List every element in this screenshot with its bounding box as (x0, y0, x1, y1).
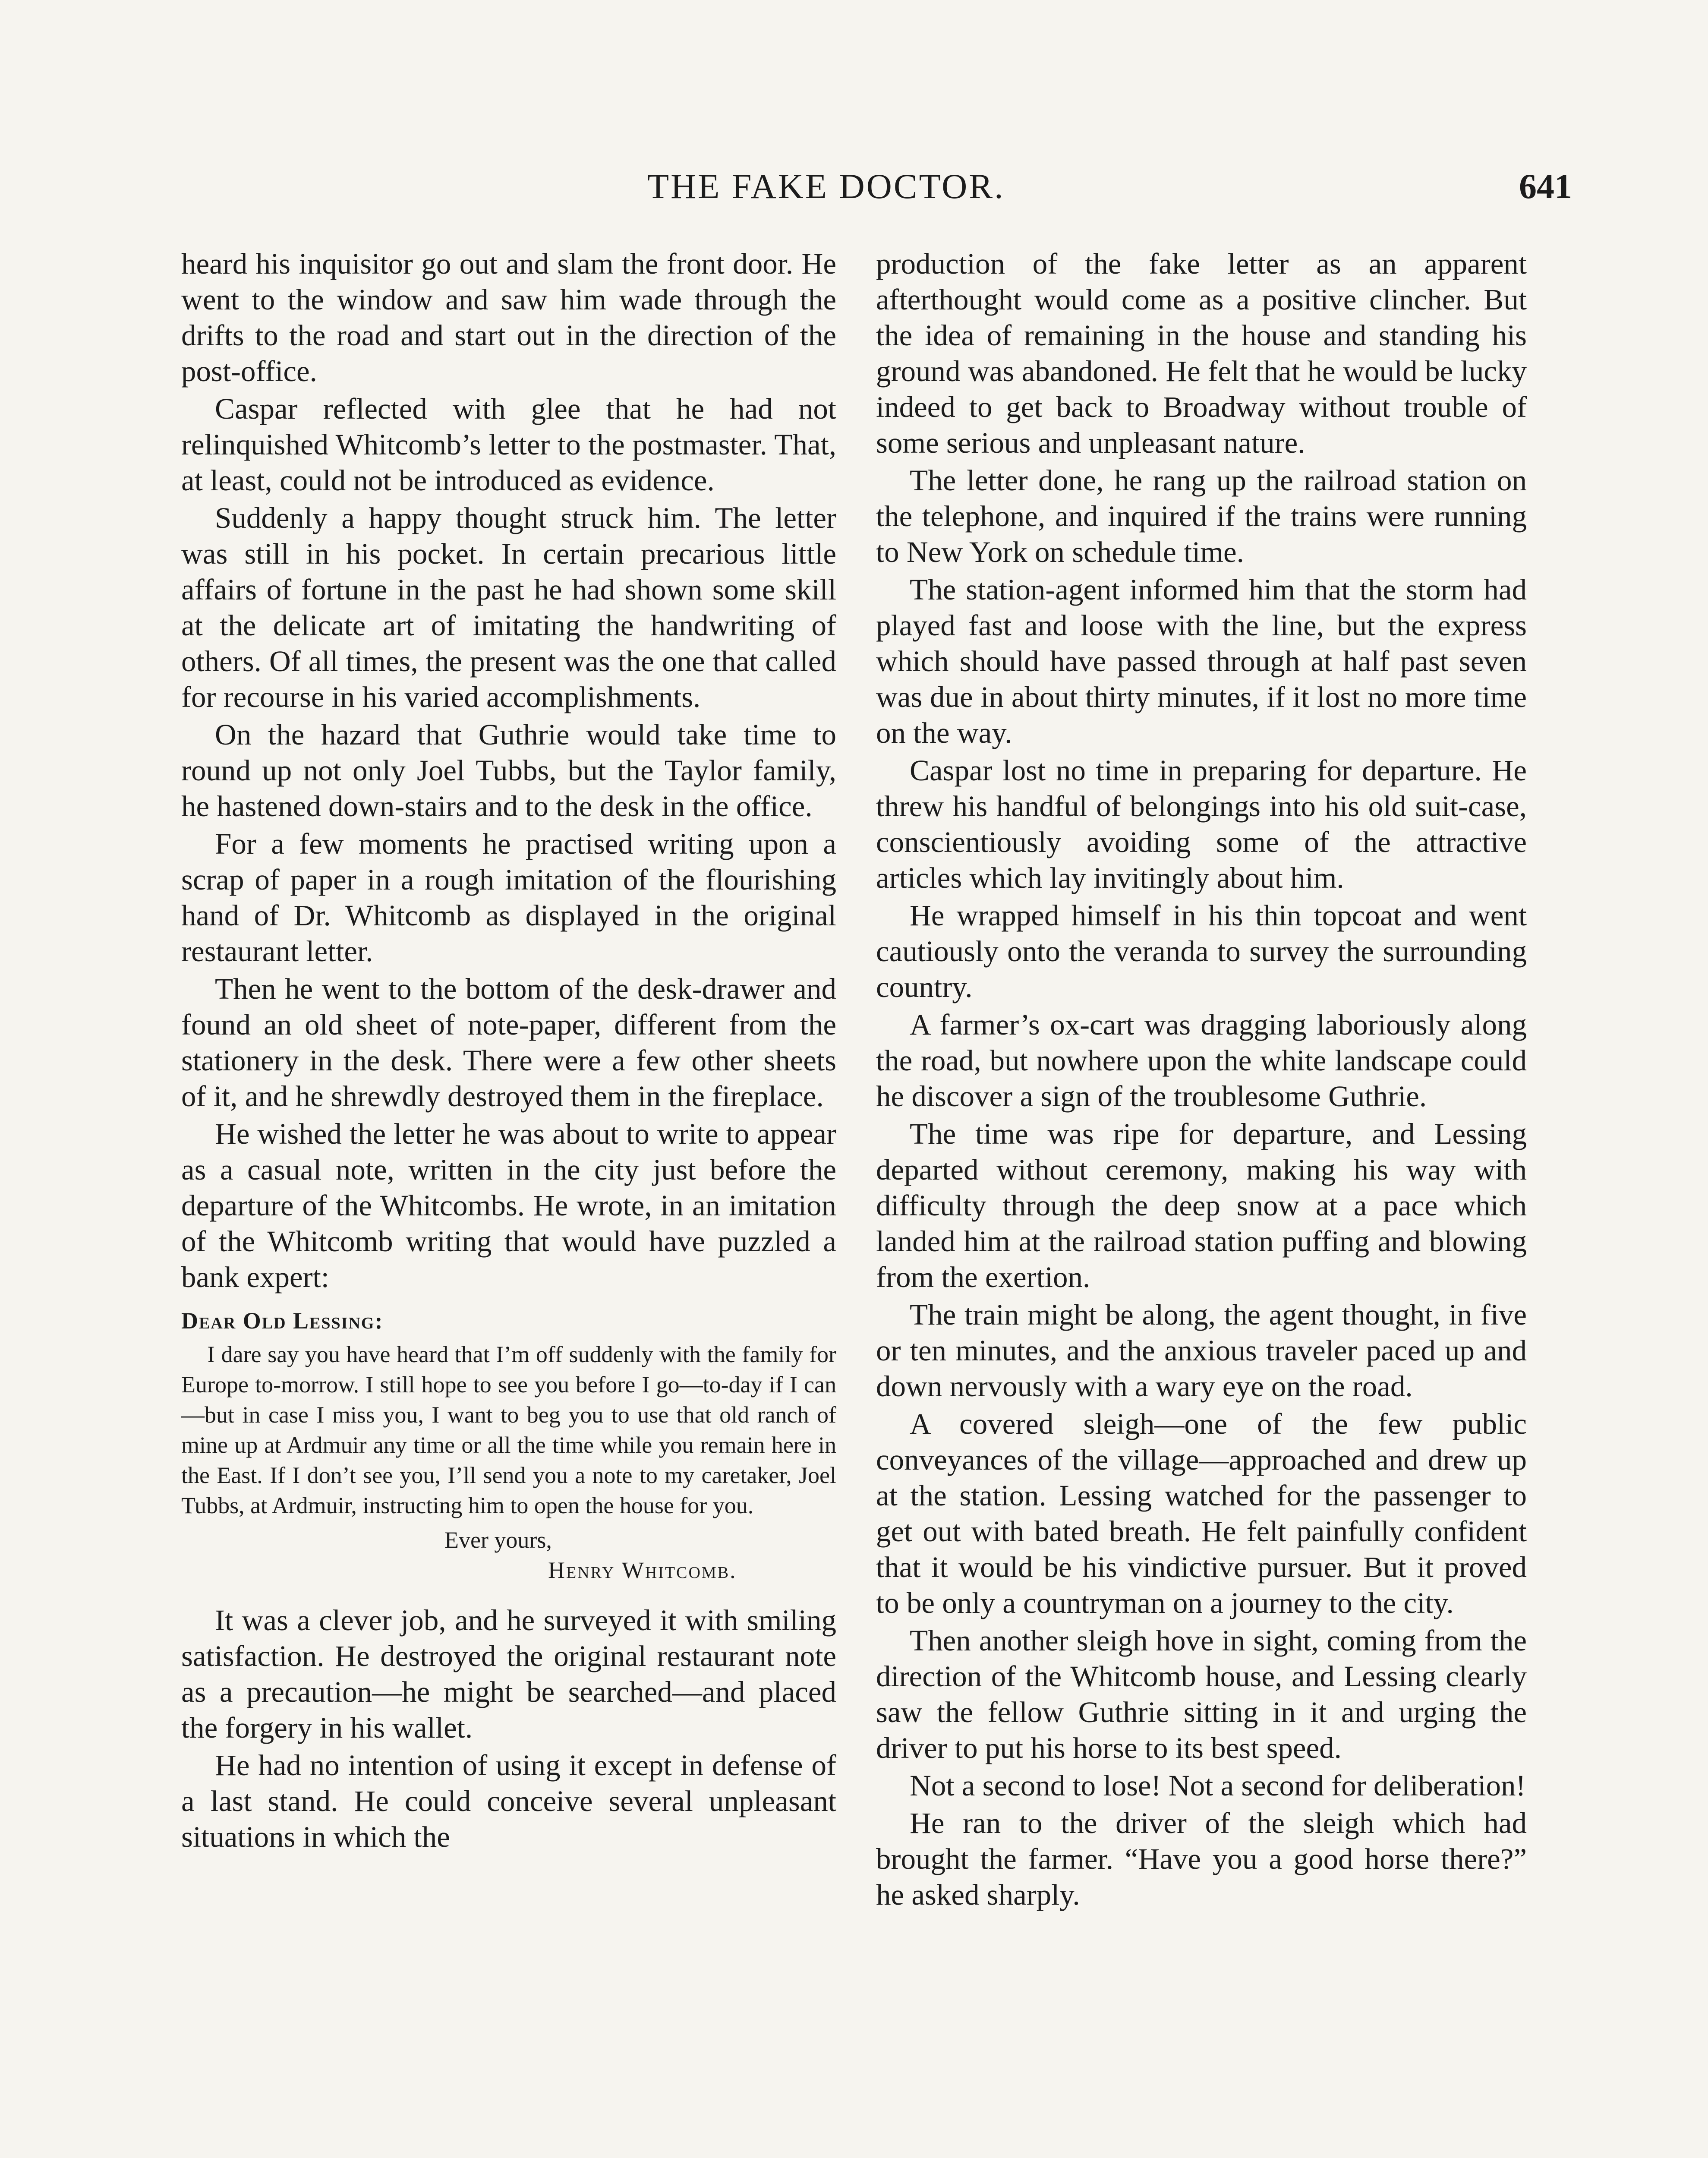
running-title: THE FAKE DOCTOR. (647, 167, 1005, 206)
paragraph: He had no intention of using it except in defense of a last stand. He could conceive several unpleasant situations in which the (181, 1749, 836, 1853)
page-number: 641 (1519, 167, 1572, 206)
paragraph: For a few moments he practised writing upon a scrap of paper in a rough imitation of the flourishing hand of Dr. Whitcomb as displayed in the original restaurant letter. (181, 827, 836, 968)
right-column (876, 246, 1527, 1915)
paragraph: production of the fake letter as an apparent afterthought would come as a positive clincher. But the idea of remaining in the house and standing his ground was abandoned. He felt that he would be lucky indeed to get back to Broadway without trouble of some serious and unpleasant nature. (876, 247, 1527, 459)
paragraph: The time was ripe for departure, and Lessing departed without ceremony, making his way with difficulty through the deep snow at a pace which landed him at the railroad station puffing and blowing from the exertion. (876, 1117, 1527, 1294)
paragraph: It was a clever job, and he surveyed it with smiling satisfaction. He destroyed the original restaurant note as a precaution—he might be searched—and placed the forgery in his wallet. (181, 1604, 836, 1744)
paragraph: Then another sleigh hove in sight, coming from the direction of the Whitcomb house, and Lessing clearly saw the fellow Guthrie sitting in it and urging the driver to put his horse to its best speed. (876, 1624, 1527, 1764)
paragraph: He wished the letter he was about to write to appear as a casual note, written in the city just before the departure of the Whitcombs. He wrote, in an imitation of the Whitcomb writing that would have puzzled a bank expert: (181, 1117, 836, 1294)
paragraph: He wrapped himself in his thin topcoat and went cautiously onto the veranda to survey the surrounding country. (876, 899, 1527, 1003)
paragraph: The letter done, he rang up the railroad station on the telephone, and inquired if the trains were running to New York on schedule time. (876, 464, 1527, 568)
paragraph: Then he went to the bottom of the desk-drawer and found an old sheet of note-paper, different from the stationery in the desk. There were a few other sheets of it, and he shrewdly destroyed them in the fireplace. (181, 972, 836, 1113)
letter-closing: Ever yours, (444, 1527, 552, 1553)
paragraph: A covered sleigh—one of the few public conveyances of the village—approached and drew up at the station. Lessing watched for the passenger to get out with bated breath. He felt painfully confident that it would be his vindictive pursuer. But it proved to be only a countryman on a journey to the city. (876, 1407, 1527, 1619)
paragraph: Not a second to lose! Not a second for deliberation! (910, 1769, 1526, 1802)
left-column (181, 246, 836, 1857)
paragraph: The train might be along, the agent thought, in five or ten minutes, and the anxious traveler paced up and down nervously with a wary eye on the road. (876, 1298, 1527, 1403)
paragraph: The station-agent informed him that the storm had played fast and loose with the line, but the express which should have passed through at half past seven was due in about thirty minutes, if it lost no more time on the way. (876, 573, 1527, 749)
paragraph: heard his inquisitor go out and slam the front door. He went to the window and saw him wade through the drifts to the road and start out in the direction of the post-office. (181, 247, 836, 388)
paragraph: Suddenly a happy thought struck him. The letter was still in his pocket. In certain precarious little affairs of fortune in the past he had shown some skill at the delicate art of imitating the handwriting of others. Of all times, the present was the one that called for recourse in his varied accomplishments. (181, 502, 836, 713)
paragraph: Caspar reflected with glee that he had not relinquished Whitcomb’s letter to the postmaster. That, at least, could not be introduced as evidence. (181, 392, 836, 497)
paragraph: On the hazard that Guthrie would take time to round up not only Joel Tubbs, but the Taylor family, he hastened down-stairs and to the desk in the office. (181, 718, 836, 823)
letter-salutation: Dear Old Lessing: (181, 1308, 384, 1334)
letter-signature: Henry Whitcomb. (548, 1557, 737, 1583)
paragraph: He ran to the driver of the sleigh which had brought the farmer. “Have you a good horse there?” he asked sharply. (876, 1807, 1527, 1911)
letter-body: I dare say you have heard that I’m off suddenly with the family for Europe to-morrow. I still hope to see you before I go—to-day if I can—but in case I miss you, I want to beg you to use that old ranch of mine up at Ardmuir any time or all the time while you remain here in the East. If I don’t see you, I’ll send you a note to my caretaker, Joel Tubbs, at Ardmuir, instructing him to open the house for you. (181, 1341, 836, 1518)
paragraph: A farmer’s ox-cart was dragging laboriously along the road, but nowhere upon the white landscape could he discover a sign of the troublesome Guthrie. (876, 1008, 1527, 1113)
forged-letter (181, 1306, 836, 1585)
paragraph: Caspar lost no time in preparing for departure. He threw his handful of belongings into his old suit-case, conscientiously avoiding some of the attractive articles which lay invitingly about him. (876, 754, 1527, 894)
